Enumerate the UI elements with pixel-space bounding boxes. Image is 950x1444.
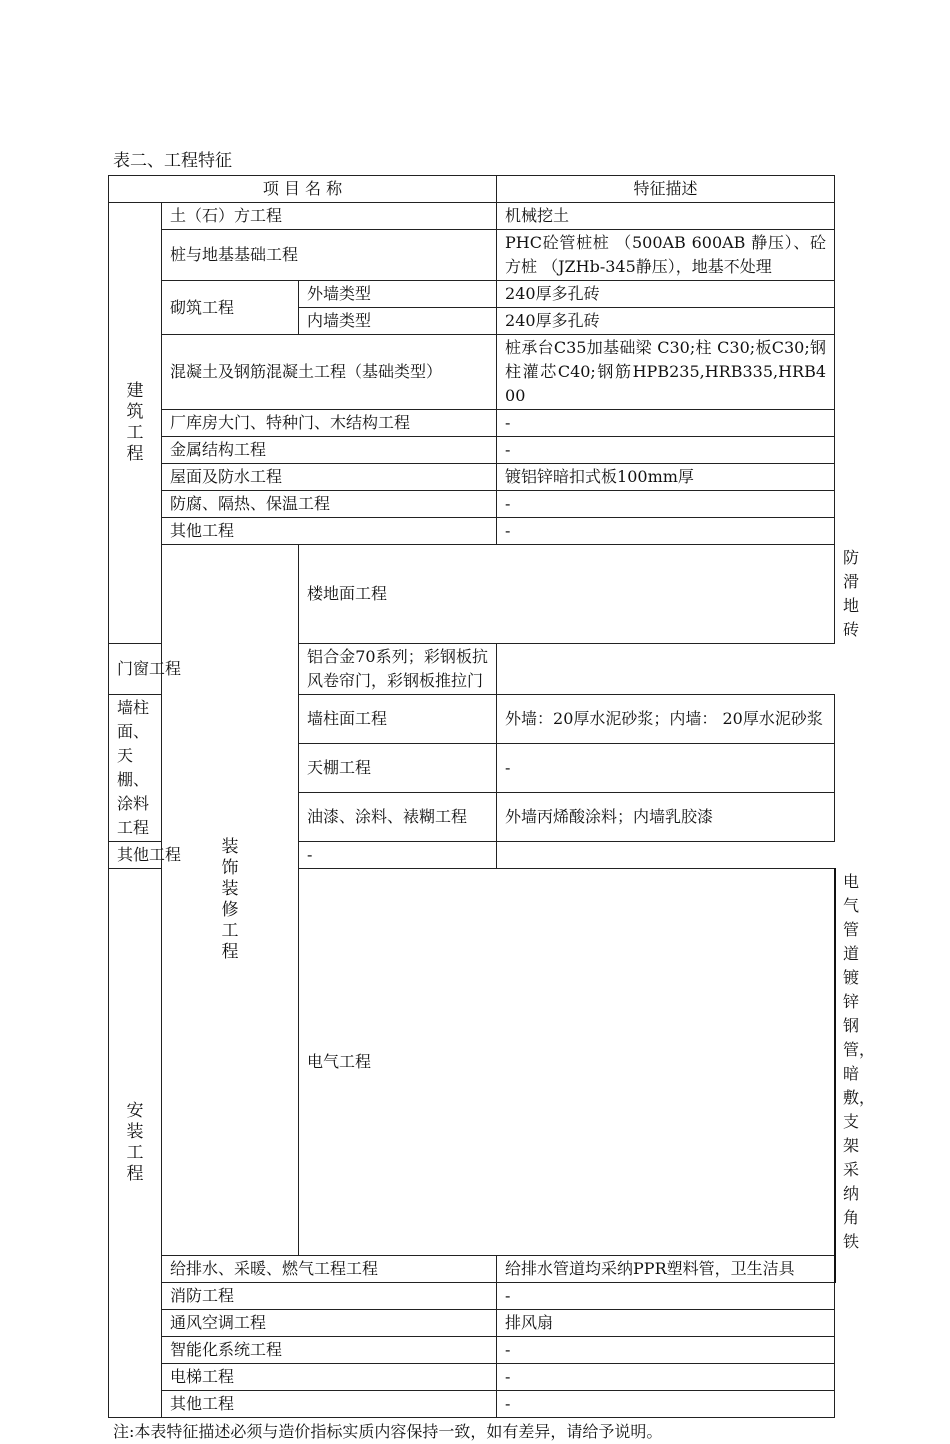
item-name: 给排水、采暖、燃气工程工程	[162, 1256, 497, 1283]
category-installation-label: 安装工程	[126, 1100, 144, 1184]
item-name: 电气工程	[299, 869, 835, 1256]
table-row	[109, 437, 835, 464]
item-name: 桩与地基基础工程	[162, 230, 497, 281]
item-description: 铝合金70系列；彩钢板抗风卷帘门，彩钢板推拉门	[299, 644, 497, 695]
item-description: 桩承台C35加基础梁 C30;柱 C30;板C30;钢柱灌芯C40;钢筋HPB235,HRB335,HRB400	[497, 335, 835, 410]
category-building-label: 建筑工程	[126, 380, 144, 464]
item-name: 电梯工程	[162, 1364, 497, 1391]
table-header-row	[109, 176, 835, 203]
table-row	[109, 644, 835, 695]
table-row: 安装工程 电气工程 电气管道镀锌钢管，暗敷，支架采纳角铁	[109, 869, 835, 1256]
item-name: 屋面及防水工程	[162, 464, 497, 491]
table-footnote: 注:本表特征描述必须与造价指标实质内容保持一致，如有差异，请给予说明。	[113, 1422, 663, 1441]
item-name: 通风空调工程	[162, 1310, 497, 1337]
table-row	[109, 464, 835, 491]
item-description: 240厚多孔砖	[497, 308, 835, 335]
item-description: -	[497, 410, 835, 437]
item-description: -	[299, 842, 497, 869]
sub-item-name: 油漆、涂料、裱糊工程	[299, 793, 497, 842]
category-installation	[109, 869, 162, 1418]
item-description: 外墙：20厚水泥砂浆；内墙： 20厚水泥砂浆	[497, 695, 835, 744]
table-row	[109, 842, 835, 869]
item-description: -	[497, 518, 835, 545]
item-name: 楼地面工程	[299, 545, 835, 644]
item-name: 消防工程	[162, 1283, 497, 1310]
item-description: -	[497, 491, 835, 518]
table-row: 装饰装修工程 楼地面工程 防滑地砖	[109, 545, 835, 644]
item-name: 防腐、隔热、保温工程	[162, 491, 497, 518]
item-description: 给排水管道均采纳PPR塑料管，卫生洁具	[497, 1256, 835, 1283]
table-row	[109, 335, 835, 410]
table-row	[109, 203, 835, 230]
item-name: 其他工程	[162, 518, 497, 545]
item-description: -	[497, 1364, 835, 1391]
table-row	[109, 1310, 835, 1337]
item-name: 其他工程	[109, 842, 299, 869]
item-description: -	[497, 744, 835, 793]
item-name: 土（石）方工程	[162, 203, 497, 230]
sub-item-name: 外墙类型	[299, 281, 497, 308]
table-row	[109, 518, 835, 545]
header-feature-description: 特征描述	[497, 176, 835, 203]
category-building	[109, 203, 162, 644]
engineering-features-table	[108, 175, 876, 1418]
table-row	[109, 1337, 835, 1364]
sub-item-name: 天棚工程	[299, 744, 497, 793]
table-row	[109, 281, 835, 308]
item-name: 门窗工程	[109, 644, 299, 695]
sub-item-name: 墙柱面工程	[299, 695, 497, 744]
item-description: -	[497, 1391, 835, 1418]
item-name: 其他工程	[162, 1391, 497, 1418]
table-row	[109, 491, 835, 518]
item-name: 智能化系统工程	[162, 1337, 497, 1364]
table-caption: 表二、工程特征	[113, 151, 232, 171]
table-row	[109, 1256, 835, 1283]
item-name: 混凝土及钢筋混凝土工程（基础类型）	[162, 335, 497, 410]
table-row	[109, 1391, 835, 1418]
item-description: 镀铝锌暗扣式板100mm厚	[497, 464, 835, 491]
item-name: 金属结构工程	[162, 437, 497, 464]
item-description: -	[497, 1337, 835, 1364]
table-row	[109, 230, 835, 281]
item-description: 240厚多孔砖	[497, 281, 835, 308]
item-description: -	[497, 1283, 835, 1310]
item-description: PHC砼管桩桩 （500AB 600AB 静压）、砼方桩 （JZHb-345静压），地基不处理	[497, 230, 835, 281]
table-row	[109, 1283, 835, 1310]
table-row	[109, 410, 835, 437]
item-name: 砌筑工程	[162, 281, 299, 335]
item-description: 排风扇	[497, 1310, 835, 1337]
sub-item-name: 内墙类型	[299, 308, 497, 335]
category-decoration-label: 装饰装修工程	[221, 836, 239, 962]
item-description: 外墙丙烯酸涂料；内墙乳胶漆	[497, 793, 835, 842]
item-name: 厂库房大门、特种门、木结构工程	[162, 410, 497, 437]
table-row	[109, 1364, 835, 1391]
item-description: -	[497, 437, 835, 464]
header-item-name: 项 目 名 称	[109, 176, 497, 203]
item-description: 机械挖土	[497, 203, 835, 230]
item-name: 墙柱面、天棚、涂料工程	[109, 695, 162, 842]
